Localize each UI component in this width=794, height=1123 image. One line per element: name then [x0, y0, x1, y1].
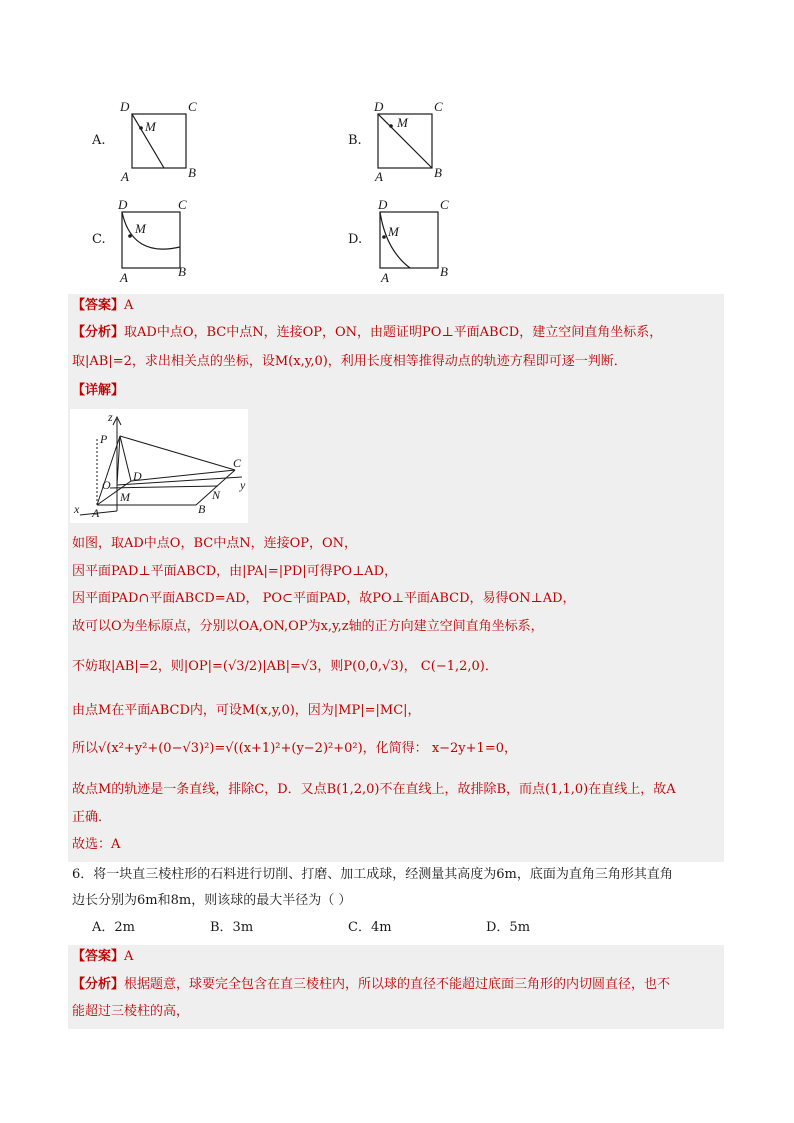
svg-text:B: B — [440, 264, 448, 279]
svg-text:B: B — [188, 165, 196, 180]
svg-text:N: N — [212, 488, 221, 502]
solution-line-3: 因平面PAD∩平面ABCD=AD， PO⊂平面PAD，故PO⊥平面ABCD，易得ON⊥AD， — [72, 591, 576, 606]
svg-text:O: O — [102, 478, 111, 492]
svg-text:A: A — [120, 270, 128, 285]
svg-text:M: M — [145, 119, 156, 134]
svg-text:D: D — [120, 99, 130, 114]
svg-text:M: M — [388, 224, 399, 239]
svg-text:D: D — [374, 99, 384, 114]
question-6-line-1: 6．将一块直三棱柱形的石料进行切削、打磨、加工成球，经测量其高度为6m，底面为直角三角形其直角 — [72, 867, 673, 882]
svg-text:P: P — [100, 432, 108, 446]
svg-text:M: M — [135, 221, 146, 236]
analysis-2-line-1 — [72, 976, 670, 994]
analysis-tag: 【分析】 — [72, 325, 125, 340]
answer-2 — [72, 948, 133, 966]
svg-text:D: D — [133, 469, 142, 483]
svg-text:D: D — [378, 197, 388, 212]
svg-text:C: C — [434, 99, 443, 114]
svg-text:C: C — [178, 197, 187, 212]
solution-line-9: 正确． — [72, 810, 112, 825]
analysis-tag: 【分析】 — [72, 977, 125, 992]
svg-text:C: C — [233, 456, 242, 470]
svg-text:z: z — [108, 410, 113, 424]
svg-text:C: C — [440, 197, 449, 212]
svg-text:M: M — [397, 115, 408, 130]
option-label: C. — [92, 232, 106, 247]
analysis-1-line-1 — [72, 324, 662, 342]
analysis-text: 根据题意，球要完全包含在直三棱柱内，所以球的直径不能超过底面三角形的内切圆直径，也不 — [124, 977, 671, 992]
solution-line-4: 故可以O为坐标原点，分别以OA,ON,OP为x,y,z轴的正方向建立空间直角坐标系， — [72, 619, 544, 634]
answer-value: A — [124, 949, 134, 964]
choice-a: A．2m — [92, 920, 135, 935]
detail-tag: 【详解】 — [72, 383, 125, 398]
solution-line-5: 不妨取|AB|=2，则|OP|=(√3/2)|AB|=√3，则P(0,0,√3)， C(−1,2,0)． — [72, 659, 498, 674]
solution-line-1: 如图，取AD中点O，BC中点N，连接OP，ON， — [72, 536, 358, 551]
coordinate-figure — [70, 409, 248, 523]
choice-d: D．5m — [486, 920, 531, 935]
analysis-text: 取AD中点O，BC中点N，连接OP，ON，由题证明PO⊥平面ABCD，建立空间直角坐标系， — [124, 325, 663, 340]
question-6-line-2: 边长分别为6m和8m，则该球的最大半径为（ ） — [72, 893, 352, 908]
svg-text:A: A — [381, 270, 389, 285]
svg-text:B: B — [434, 165, 442, 180]
svg-text:A: A — [92, 506, 100, 520]
solution-line-8: 故点M的轨迹是一条直线，排除C，D．又点B(1,2,0)不在直线上，故排除B，而点(1,1,0)在直线上，故A — [72, 782, 676, 797]
choice-b: B．3m — [210, 920, 254, 935]
solution-line-6: 由点M在平面ABCD内，可设M(x,y,0)，因为|MP|=|MC|， — [72, 703, 421, 718]
svg-text:A: A — [375, 169, 383, 184]
svg-text:D: D — [118, 197, 128, 212]
svg-text:M: M — [120, 490, 130, 504]
analysis-2-line-2: 能超过三棱柱的高， — [72, 1004, 190, 1019]
option-d-diagram — [0, 0, 794, 300]
svg-text:B: B — [198, 502, 206, 516]
option-label: B. — [348, 133, 362, 148]
solution-line-2: 因平面PAD⊥平面ABCD，由|PA|=|PD|可得PO⊥AD， — [72, 564, 398, 579]
svg-text:y: y — [240, 478, 246, 492]
option-label: A. — [92, 133, 106, 148]
svg-text:A: A — [121, 169, 129, 184]
analysis-1-line-2: 取|AB|=2，求出相关点的坐标，设M(x,y,0)，利用长度相等推得动点的轨迹方程即可逐一判断． — [72, 354, 627, 369]
option-label: D. — [348, 232, 363, 247]
svg-text:B: B — [178, 264, 186, 279]
answer-1 — [72, 297, 133, 315]
choice-c: C．4m — [348, 920, 392, 935]
svg-text:C: C — [188, 99, 197, 114]
svg-text:x: x — [74, 502, 80, 516]
answer-tag: 【答案】 — [72, 949, 125, 964]
answer-value: A — [124, 298, 134, 313]
solution-line-10: 故选：A — [72, 837, 121, 852]
answer-tag: 【答案】 — [72, 298, 125, 313]
detail-heading — [72, 382, 124, 400]
solution-line-7: 所以√(x²+y²+(0−√3)²)=√((x+1)²+(y−2)²+0²)，化简得： x−2y+1=0， — [72, 741, 517, 756]
